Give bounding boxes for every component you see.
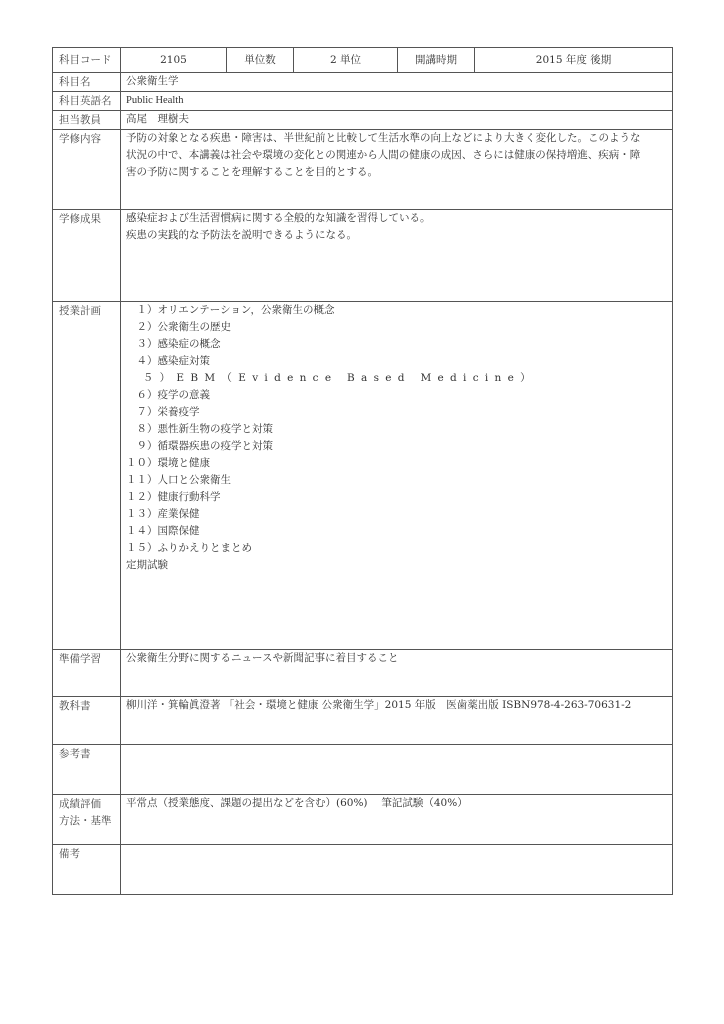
- plan-item: ４）感染症対策: [126, 355, 210, 367]
- course-name-value: 公衆衛生学: [121, 73, 673, 92]
- plan-item: １０）環境と健康: [126, 457, 210, 469]
- plan-item: １３）産業保健: [126, 508, 200, 520]
- outcomes-row: [53, 210, 673, 302]
- plan-row: [53, 302, 673, 650]
- plan-item: ９）循環器疾患の疫学と対策: [126, 440, 273, 452]
- plan-item: ８）悪性新生物の疫学と対策: [126, 423, 273, 435]
- credits-value: 2 単位: [294, 48, 398, 73]
- content-row: [53, 130, 673, 210]
- reference-row: [53, 745, 673, 795]
- term-label: 開講時期: [398, 48, 475, 73]
- outcome-line: 疾患の実践的な予防法を説明できるようになる。: [126, 229, 357, 241]
- course-name-row: [53, 73, 673, 92]
- syllabus-table: [52, 47, 673, 895]
- evaluation-label-line: 方法・基準: [59, 815, 112, 827]
- evaluation-label-line: 成績評価: [59, 798, 101, 810]
- instructor-row: [53, 111, 673, 130]
- instructor-label: 担当教員: [53, 111, 121, 130]
- notes-value: [121, 845, 673, 895]
- textbook-row: [53, 697, 673, 745]
- course-name-label: 科目名: [53, 73, 121, 92]
- course-code-label: 科目コード: [53, 48, 121, 73]
- plan-item: ６）疫学の意義: [126, 389, 210, 401]
- plan-item: １４）国際保健: [126, 525, 200, 537]
- reference-value: [121, 745, 673, 795]
- plan-item: ２）公衆衛生の歴史: [126, 321, 231, 333]
- course-code-value: 2105: [121, 48, 227, 73]
- reference-label: 参考書: [53, 745, 121, 795]
- outcomes-value: [121, 210, 673, 302]
- plan-label: 授業計画: [53, 302, 121, 650]
- evaluation-value: 平常点（授業態度、課題の提出などを含む）(60%) 筆記試験（40%）: [121, 795, 673, 845]
- preparation-label: 準備学習: [53, 650, 121, 697]
- evaluation-row: [53, 795, 673, 845]
- plan-list: [121, 302, 673, 650]
- content-label: 学修内容: [53, 130, 121, 210]
- notes-row: [53, 845, 673, 895]
- term-value: 2015 年度 後期: [475, 48, 673, 73]
- plan-item: １）オリエンテーション，公衆衛生の概念: [126, 304, 335, 316]
- credits-label: 単位数: [227, 48, 294, 73]
- plan-item: ５）EBM（Evidence Based Medicine）: [126, 372, 537, 384]
- content-line: 予防の対象となる疾患・障害は、半世紀前と比較して生活水準の向上などにより大きく変化した。このような: [126, 132, 641, 144]
- plan-item: ３）感染症の概念: [126, 338, 221, 350]
- plan-item: １２）健康行動科学: [126, 491, 221, 503]
- textbook-value: 柳川洋・箕輪眞澄著 「社会・環境と健康 公衆衛生学」2015 年版 医歯薬出版 ISBN978-4-263-70631-2: [121, 697, 673, 745]
- notes-label: 備考: [53, 845, 121, 895]
- outcomes-label: 学修成果: [53, 210, 121, 302]
- course-english-row: [53, 92, 673, 111]
- plan-item: １１）人口と公衆衛生: [126, 474, 231, 486]
- outcome-line: 感染症および生活習慣病に関する全般的な知識を習得している。: [126, 212, 431, 224]
- plan-item: １５）ふりかえりとまとめ: [126, 542, 252, 554]
- content-line: 状況の中で、本講義は社会や環境の変化との関連から人間の健康の成因、さらには健康の保持増進、疾病・障: [126, 149, 641, 161]
- instructor-value: 高尾 理樹夫: [121, 111, 673, 130]
- preparation-value: 公衆衛生分野に関するニュースや新聞記事に着目すること: [121, 650, 673, 697]
- plan-item: ７）栄養疫学: [126, 406, 200, 418]
- evaluation-label: [53, 795, 121, 845]
- header-row: [53, 48, 673, 73]
- course-english-value: Public Health: [121, 92, 673, 111]
- content-value: [121, 130, 673, 210]
- plan-item: 定期試験: [126, 559, 168, 571]
- content-line: 害の予防に関することを理解することを目的とする。: [126, 166, 378, 178]
- course-english-label: 科目英語名: [53, 92, 121, 111]
- textbook-label: 教科書: [53, 697, 121, 745]
- preparation-row: [53, 650, 673, 697]
- syllabus-sheet: [52, 47, 672, 895]
